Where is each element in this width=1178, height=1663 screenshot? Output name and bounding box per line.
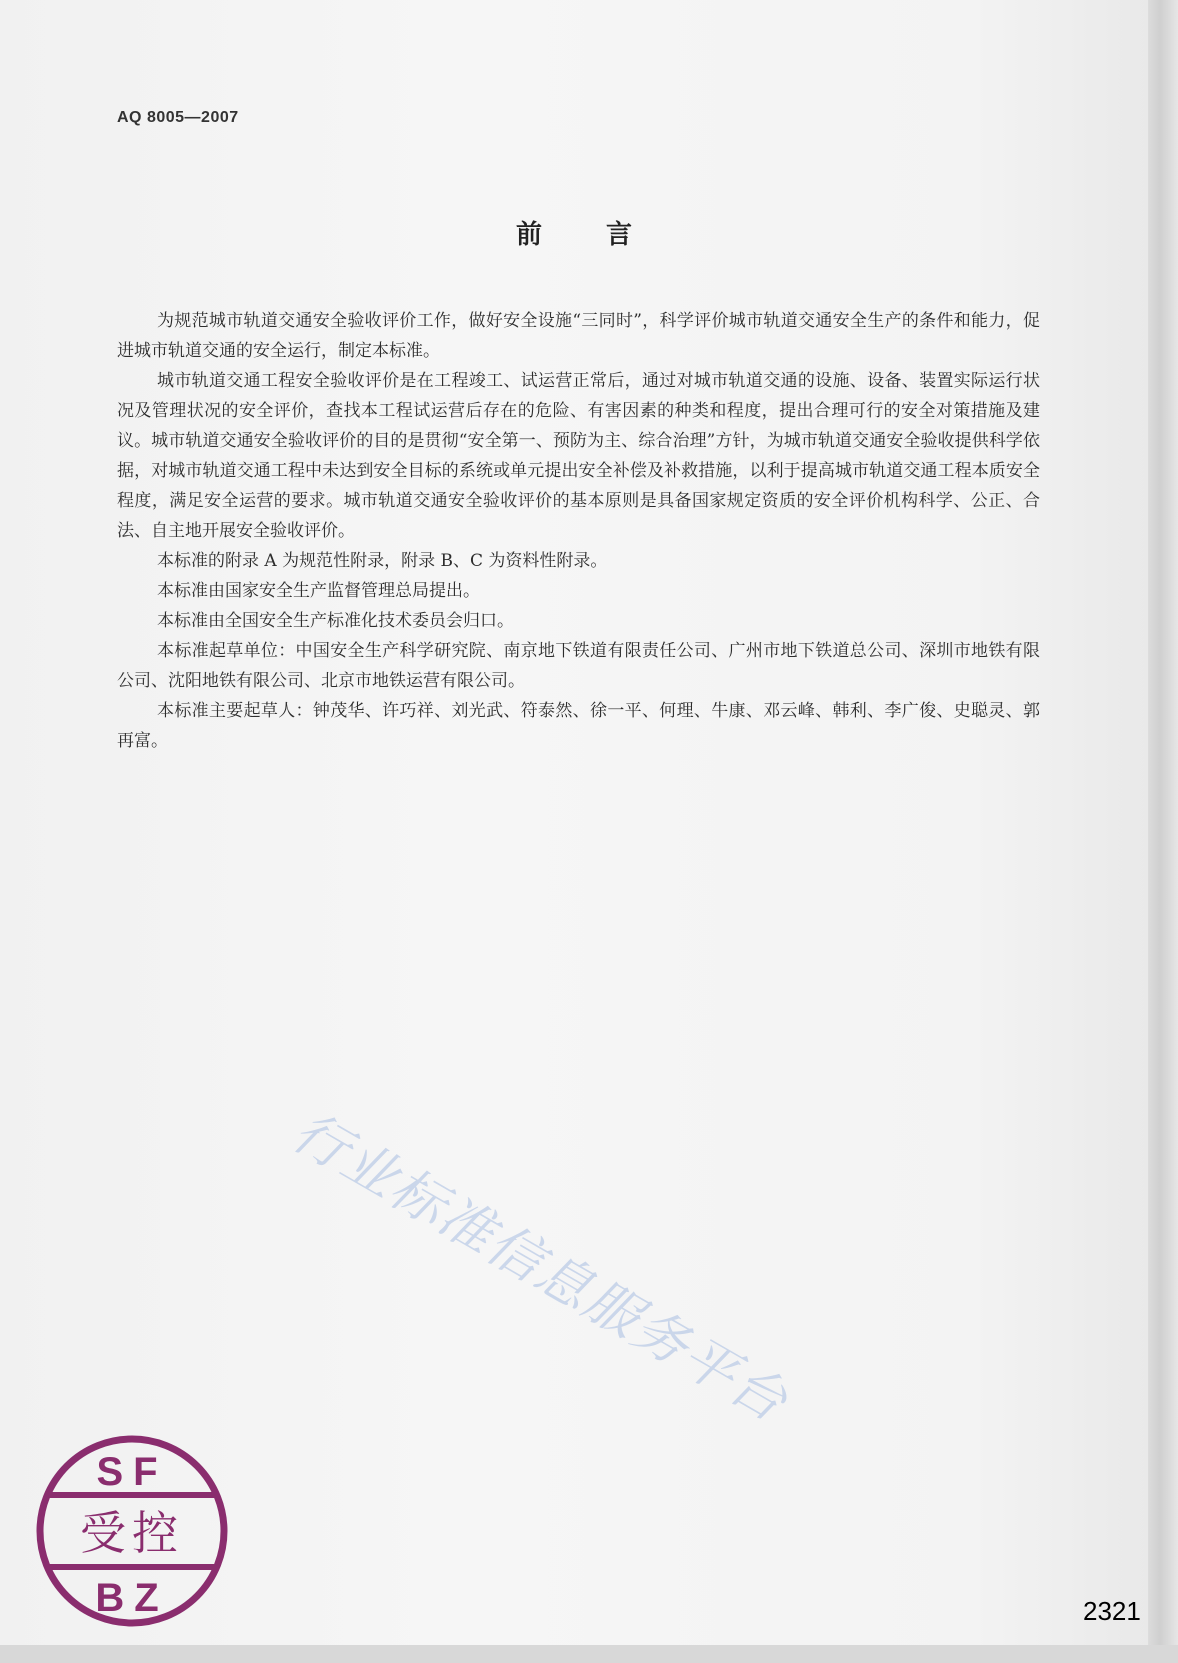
watermark-text: 行业标准信息服务平台 — [282, 1099, 799, 1435]
preface-body — [117, 306, 1040, 756]
paragraph-purpose: 为规范城市轨道交通安全验收评价工作，做好安全设施“三同时”，科学评价城市轨道交通安全生产的条件和能力，促进城市轨道交通的安全运行，制定本标准。 — [117, 311, 1040, 361]
stamp-bottom-text: BZ — [95, 1576, 169, 1620]
paragraph-proposer: 本标准由国家安全生产监督管理总局提出。 — [157, 581, 480, 601]
paragraph-appendix: 本标准的附录 A 为规范性附录，附录 B、C 为资料性附录。 — [157, 551, 608, 571]
standard-code: AQ 8005—2007 — [117, 109, 239, 126]
page-number: 2321 — [1083, 1596, 1141, 1626]
page-title: 前言 — [515, 220, 696, 250]
page-edge-shadow — [1148, 0, 1178, 1663]
controlled-stamp — [34, 1433, 230, 1629]
stamp-middle-text: 受控 — [80, 1506, 184, 1560]
scan-bottom-strip — [0, 1645, 1178, 1663]
paragraph-drafters: 本标准主要起草人：钟茂华、许巧祥、刘光武、符泰然、徐一平、何理、牛康、邓云峰、韩利、李广俊、史聪灵、郭再富。 — [117, 701, 1040, 751]
paragraph-description: 城市轨道交通工程安全验收评价是在工程竣工、试运营正常后，通过对城市轨道交通的设施、设备、装置实际运行状况及管理状况的安全评价，查找本工程试运营后存在的危险、有害因素的种类和程度，提出合理可行的安全对策措施及建议。城市轨道交通安全验收评价的目的是贯彻“安全第一、预防为主、综合治理”方针，为城市轨道交通安全验收提供科学依据，对城市轨道交通工程中未达到安全目标的系统或单元提出安全补偿及补救措施，以利于提高城市轨道交通工程本质安全程度，满足安全运营的要求。城市轨道交通安全验收评价的基本原则是具备国家规定资质的安全评价机构科学、公正、合法、自主地开展安全验收评价。 — [117, 371, 1040, 541]
stamp-top-text: SF — [96, 1450, 168, 1494]
paragraph-committee: 本标准由全国安全生产标准化技术委员会归口。 — [157, 611, 514, 631]
paragraph-drafting-units: 本标准起草单位：中国安全生产科学研究院、南京地下铁道有限责任公司、广州市地下铁道总公司、深圳市地铁有限公司、沈阳地铁有限公司、北京市地铁运营有限公司。 — [117, 641, 1040, 691]
